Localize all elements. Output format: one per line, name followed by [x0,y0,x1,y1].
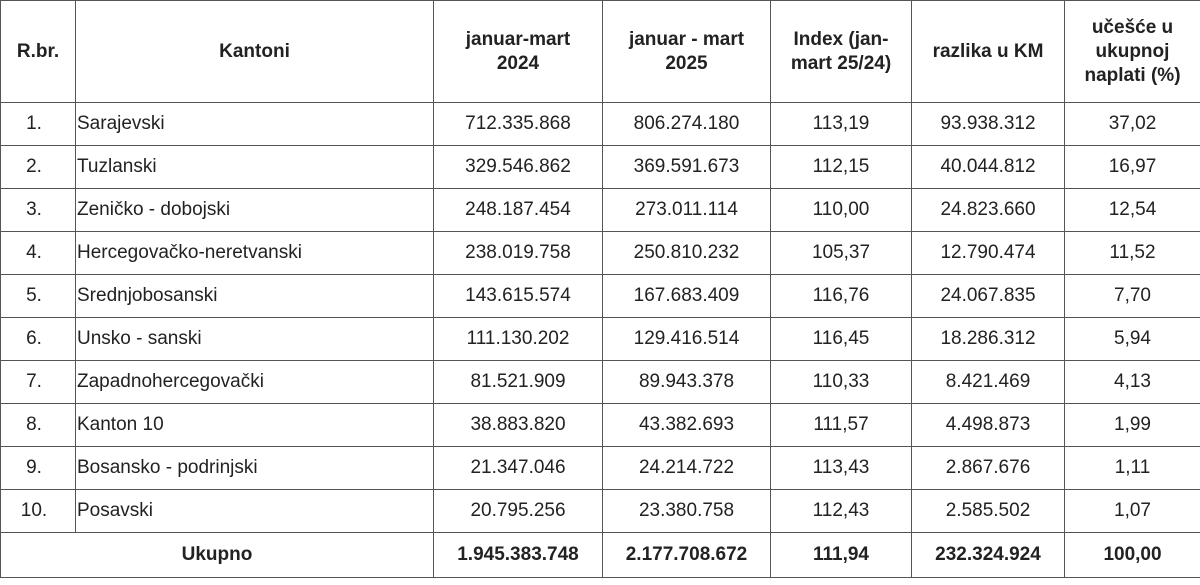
cell-ucesce: 16,97 [1065,146,1200,189]
cell-januar-mart-2025: 250.810.232 [603,232,771,275]
cell-januar-mart-2024: 248.187.454 [434,189,603,232]
cell-ucesce: 1,11 [1065,447,1200,490]
cell-razlika: 40.044.812 [912,146,1065,189]
header-januar-mart-2024: januar-mart 2024 [434,1,603,103]
cell-rbr: 9. [1,447,76,490]
table-row [1,275,1200,318]
cell-januar-mart-2024: 81.521.909 [434,361,603,404]
header-januar-mart-2025: januar - mart 2025 [603,1,771,103]
total-index: 111,94 [771,533,912,578]
cell-index: 116,45 [771,318,912,361]
cell-januar-mart-2024: 712.335.868 [434,103,603,146]
cell-ucesce: 5,94 [1065,318,1200,361]
cell-januar-mart-2025: 89.943.378 [603,361,771,404]
total-label: Ukupno [1,533,434,578]
cell-index: 110,00 [771,189,912,232]
cell-kanton: Sarajevski [76,103,434,146]
total-row [1,533,1200,578]
cell-kanton: Unsko - sanski [76,318,434,361]
total-januar-mart-2024: 1.945.383.748 [434,533,603,578]
cell-razlika: 2.867.676 [912,447,1065,490]
cell-razlika: 93.938.312 [912,103,1065,146]
cell-januar-mart-2024: 111.130.202 [434,318,603,361]
cell-ucesce: 12,54 [1065,189,1200,232]
table-row [1,146,1200,189]
cell-januar-mart-2025: 167.683.409 [603,275,771,318]
cell-januar-mart-2025: 369.591.673 [603,146,771,189]
table-row [1,490,1200,533]
cell-rbr: 10. [1,490,76,533]
cell-index: 116,76 [771,275,912,318]
cell-razlika: 18.286.312 [912,318,1065,361]
table-row [1,447,1200,490]
cell-rbr: 7. [1,361,76,404]
cell-index: 110,33 [771,361,912,404]
cell-rbr: 1. [1,103,76,146]
header-razlika: razlika u KM [912,1,1065,103]
cell-januar-mart-2024: 38.883.820 [434,404,603,447]
table-row [1,232,1200,275]
cell-razlika: 4.498.873 [912,404,1065,447]
cell-razlika: 12.790.474 [912,232,1065,275]
table-body [1,103,1200,533]
cell-razlika: 24.067.835 [912,275,1065,318]
table-header [1,1,1200,103]
cell-januar-mart-2024: 329.546.862 [434,146,603,189]
cell-index: 105,37 [771,232,912,275]
table-footer [1,533,1200,578]
cell-januar-mart-2025: 273.011.114 [603,189,771,232]
cell-kanton: Srednjobosanski [76,275,434,318]
cell-kanton: Posavski [76,490,434,533]
cell-razlika: 8.421.469 [912,361,1065,404]
cell-ucesce: 37,02 [1065,103,1200,146]
cell-kanton: Tuzlanski [76,146,434,189]
header-index: Index (jan-mart 25/24) [771,1,912,103]
cell-ucesce: 11,52 [1065,232,1200,275]
header-kantoni: Kantoni [76,1,434,103]
header-ucesce: učešće u ukupnoj naplati (%) [1065,1,1200,103]
cell-razlika: 24.823.660 [912,189,1065,232]
cell-januar-mart-2025: 806.274.180 [603,103,771,146]
header-rbr: R.br. [1,1,76,103]
cell-januar-mart-2025: 129.416.514 [603,318,771,361]
cell-kanton: Zeničko - dobojski [76,189,434,232]
cell-kanton: Zapadnohercegovački [76,361,434,404]
table-row [1,189,1200,232]
cell-januar-mart-2024: 143.615.574 [434,275,603,318]
cell-rbr: 3. [1,189,76,232]
total-ucesce: 100,00 [1065,533,1200,578]
cell-kanton: Bosansko - podrinjski [76,447,434,490]
cell-januar-mart-2024: 21.347.046 [434,447,603,490]
cell-index: 112,43 [771,490,912,533]
cell-rbr: 5. [1,275,76,318]
total-razlika: 232.324.924 [912,533,1065,578]
header-row [1,1,1200,103]
cell-ucesce: 4,13 [1065,361,1200,404]
cell-januar-mart-2025: 43.382.693 [603,404,771,447]
table-row [1,103,1200,146]
cell-ucesce: 1,99 [1065,404,1200,447]
cell-rbr: 8. [1,404,76,447]
cell-index: 112,15 [771,146,912,189]
cell-rbr: 2. [1,146,76,189]
cell-januar-mart-2025: 24.214.722 [603,447,771,490]
cell-rbr: 6. [1,318,76,361]
table-row [1,361,1200,404]
cell-ucesce: 7,70 [1065,275,1200,318]
cell-index: 113,19 [771,103,912,146]
cell-ucesce: 1,07 [1065,490,1200,533]
table-row [1,318,1200,361]
cell-rbr: 4. [1,232,76,275]
table-row [1,404,1200,447]
cell-kanton: Hercegovačko-neretvanski [76,232,434,275]
total-januar-mart-2025: 2.177.708.672 [603,533,771,578]
cell-razlika: 2.585.502 [912,490,1065,533]
cell-januar-mart-2024: 238.019.758 [434,232,603,275]
cell-kanton: Kanton 10 [76,404,434,447]
cell-index: 113,43 [771,447,912,490]
cell-januar-mart-2025: 23.380.758 [603,490,771,533]
cell-januar-mart-2024: 20.795.256 [434,490,603,533]
cell-index: 111,57 [771,404,912,447]
